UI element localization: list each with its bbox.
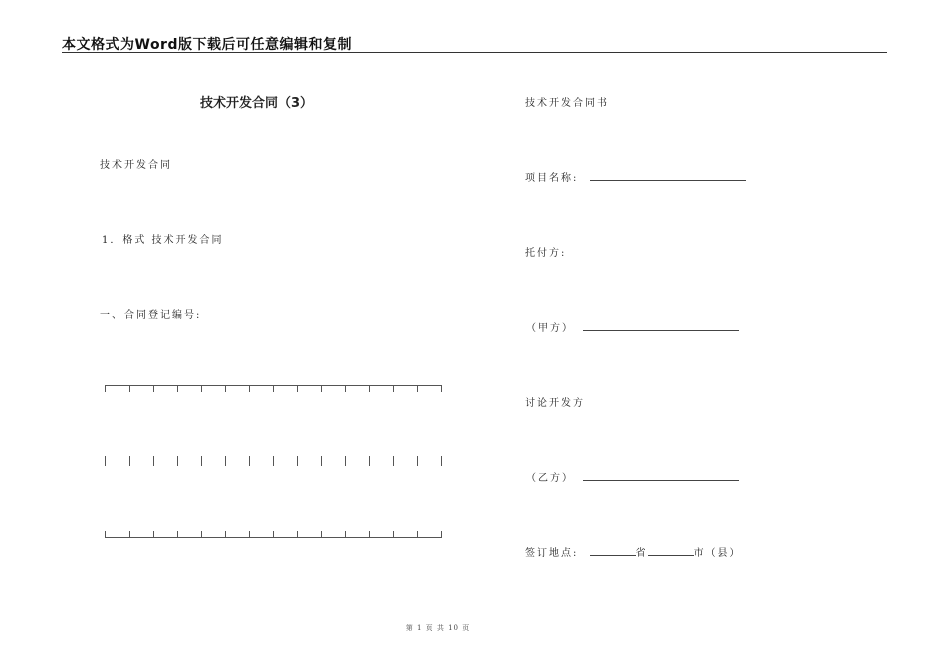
city-label: 市（县） bbox=[693, 548, 742, 559]
party-a-label: （甲方） bbox=[526, 323, 574, 334]
province-blank bbox=[590, 545, 636, 556]
client-label: 托付方: bbox=[525, 248, 567, 259]
developer-label: 讨论开发方 bbox=[525, 398, 585, 409]
signing-place-row bbox=[525, 544, 742, 559]
contract-book-title: 技术开发合同书 bbox=[525, 98, 609, 109]
registration-grid-middle bbox=[105, 456, 442, 464]
signing-place-label: 签订地点: bbox=[525, 548, 579, 559]
party-a-row bbox=[526, 319, 739, 334]
header-divider bbox=[62, 52, 887, 53]
registration-grid-top bbox=[105, 385, 442, 394]
format-line: 1．格式 技术开发合同 bbox=[102, 235, 224, 246]
document-title: 技术开发合同（3） bbox=[200, 96, 314, 111]
registration-grid-bottom bbox=[105, 529, 442, 538]
project-name-row bbox=[525, 169, 746, 184]
province-label: 省 bbox=[635, 548, 648, 559]
download-banner: 本文格式为Word版下载后可任意编辑和复制 bbox=[62, 37, 352, 53]
registration-number-label: 一、合同登记编号: bbox=[100, 310, 202, 321]
party-a-blank bbox=[583, 320, 739, 331]
party-b-label: （乙方） bbox=[526, 473, 574, 484]
project-name-label: 项目名称: bbox=[525, 173, 579, 184]
party-b-row bbox=[526, 469, 739, 484]
page-number: 第 1 页 共 10 页 bbox=[405, 624, 471, 632]
project-name-blank bbox=[590, 170, 746, 181]
city-blank bbox=[648, 545, 694, 556]
contract-heading: 技术开发合同 bbox=[100, 160, 172, 171]
party-b-blank bbox=[583, 470, 739, 481]
